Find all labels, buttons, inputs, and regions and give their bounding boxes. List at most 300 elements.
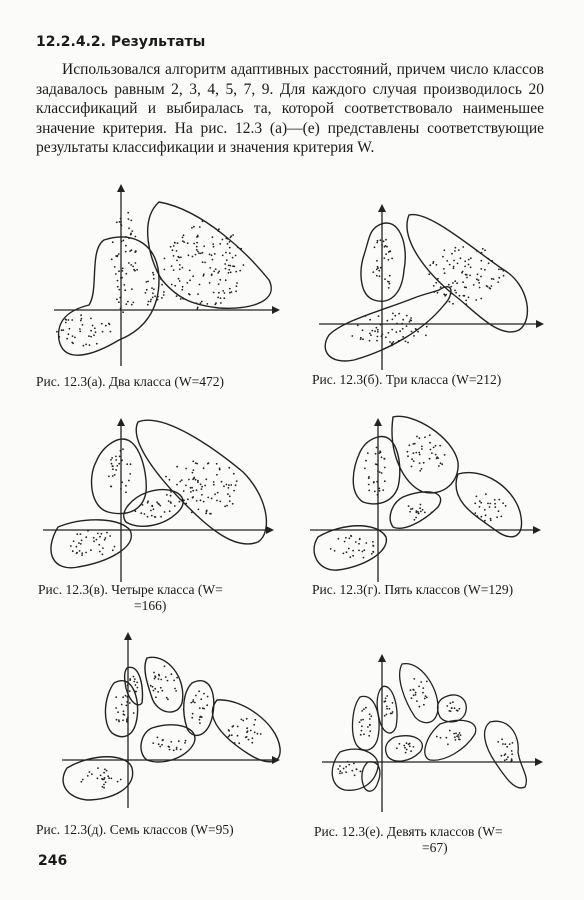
scatter-point (379, 450, 381, 452)
scatter-point (458, 736, 460, 738)
scatter-point (107, 775, 109, 777)
scatter-point (474, 512, 476, 514)
scatter-point (485, 493, 487, 495)
scatter-point (115, 459, 117, 461)
scatter-point (171, 265, 173, 267)
scatter-point (443, 268, 445, 270)
scatter-point (505, 505, 507, 507)
scatter-point (123, 240, 125, 242)
scatter-point (432, 262, 434, 264)
scatter-point (146, 281, 148, 283)
scatter-point (454, 280, 456, 282)
scatter-point (92, 325, 94, 327)
scatter-point (506, 759, 508, 761)
scatter-point (203, 245, 205, 247)
scatter-point (389, 250, 391, 252)
scatter-point (247, 730, 249, 732)
scatter-point (383, 701, 385, 703)
scatter-point (201, 488, 203, 490)
scatter-plot-b (314, 200, 554, 370)
scatter-point (230, 484, 232, 486)
scatter-point (122, 696, 124, 698)
scatter-point (65, 318, 67, 320)
scatter-point (362, 329, 364, 331)
scatter-point (180, 749, 182, 751)
scatter-point (119, 456, 121, 458)
scatter-point (96, 539, 98, 541)
scatter-point (190, 491, 192, 493)
scatter-point (413, 694, 415, 696)
scatter-dots (56, 212, 244, 347)
scatter-point (126, 696, 128, 698)
scatter-point (206, 511, 208, 513)
scatter-point (444, 295, 446, 297)
scatter-point (351, 770, 353, 772)
scatter-point (196, 242, 198, 244)
scatter-point (494, 506, 496, 508)
scatter-point (81, 540, 83, 542)
scatter-point (379, 471, 381, 473)
scatter-point (489, 503, 491, 505)
scatter-point (372, 271, 374, 273)
scatter-point (187, 498, 189, 500)
scatter-point (207, 497, 209, 499)
scatter-point (224, 505, 226, 507)
scatter-point (192, 699, 194, 701)
scatter-point (487, 503, 489, 505)
scatter-point (233, 473, 235, 475)
scatter-point (415, 517, 417, 519)
scatter-point (90, 549, 92, 551)
scatter-point (90, 318, 92, 320)
scatter-point (480, 268, 482, 270)
body-paragraph (36, 60, 544, 158)
scatter-point (170, 246, 172, 248)
scatter-point (129, 679, 131, 681)
scatter-point (197, 308, 199, 310)
scatter-point (421, 446, 423, 448)
section-heading: 12.2.4.2. Результаты (36, 34, 206, 50)
scatter-point (101, 323, 103, 325)
scatter-point (377, 240, 379, 242)
scatter-point (339, 765, 341, 767)
scatter-point (125, 273, 127, 275)
figure-f (314, 652, 550, 855)
scatter-point (381, 335, 383, 337)
scatter-point (360, 337, 362, 339)
scatter-point (202, 261, 204, 263)
scatter-point (211, 273, 213, 275)
scatter-point (112, 241, 114, 243)
scatter-point (147, 502, 149, 504)
scatter-point (130, 220, 132, 222)
scatter-point (222, 255, 224, 257)
scatter-point (207, 696, 209, 698)
scatter-point (128, 237, 130, 239)
scatter-point (413, 452, 415, 454)
scatter-point (370, 715, 372, 717)
scatter-point (411, 331, 413, 333)
scatter-point (125, 695, 127, 697)
scatter-point (415, 692, 417, 694)
scatter-point (199, 226, 201, 228)
scatter-point (485, 514, 487, 516)
scatter-plot-c (38, 412, 278, 582)
scatter-point (125, 303, 127, 305)
scatter-point (82, 324, 84, 326)
scatter-point (476, 250, 478, 252)
scatter-point (147, 516, 149, 518)
scatter-point (479, 506, 481, 508)
scatter-point (223, 485, 225, 487)
scatter-point (493, 278, 495, 280)
scatter-point (459, 295, 461, 297)
scatter-point (384, 480, 386, 482)
scatter-point (81, 554, 83, 556)
scatter-point (102, 331, 104, 333)
scatter-point (365, 542, 367, 544)
scatter-point (406, 325, 408, 327)
scatter-point (413, 335, 415, 337)
scatter-point (176, 747, 178, 749)
scatter-point (257, 733, 259, 735)
paragraph-text: Использовался алгоритм адаптивных расстояний, причем число классов задавалось равным 2, 3, 4, 5, 7, 9. Для каждого случая производилось 20 классификаций и выбиралась та, которой соответствовало наименьшее значение критерия. На рис. 12.3 (а)—(е) представлены соответствующие результаты классификации и значения критерия W. (36, 61, 544, 156)
scatter-point (125, 491, 127, 493)
scatter-point (203, 501, 205, 503)
scatter-point (425, 335, 427, 337)
scatter-point (419, 462, 421, 464)
scatter-point (106, 532, 108, 534)
scatter-point (229, 241, 231, 243)
scatter-point (230, 237, 232, 239)
scatter-point (217, 272, 219, 274)
scatter-point (361, 710, 363, 712)
scatter-point (117, 711, 119, 713)
scatter-point (228, 467, 230, 469)
scatter-point (512, 742, 514, 744)
scatter-point (229, 265, 231, 267)
scatter-point (111, 463, 113, 465)
scatter-point (174, 505, 176, 507)
scatter-point (127, 212, 129, 214)
scatter-point (396, 747, 398, 749)
scatter-point (462, 246, 464, 248)
scatter-point (179, 481, 181, 483)
scatter-point (500, 269, 502, 271)
scatter-point (403, 745, 405, 747)
scatter-point (368, 490, 370, 492)
scatter-point (484, 509, 486, 511)
scatter-point (234, 742, 236, 744)
scatter-point (416, 700, 418, 702)
scatter-point (440, 737, 442, 739)
scatter-point (178, 278, 180, 280)
scatter-point (341, 772, 343, 774)
scatter-point (376, 269, 378, 271)
scatter-point (409, 511, 411, 513)
scatter-point (72, 335, 74, 337)
scatter-point (410, 317, 412, 319)
scatter-point (112, 468, 114, 470)
scatter-point (419, 454, 421, 456)
scatter-point (411, 466, 413, 468)
scatter-point (188, 254, 190, 256)
scatter-point (246, 718, 248, 720)
scatter-point (334, 550, 336, 552)
scatter-point (171, 284, 173, 286)
scatter-point (76, 552, 78, 554)
scatter-point (120, 450, 122, 452)
scatter-point (199, 722, 201, 724)
scatter-point (367, 726, 369, 728)
scatter-point (380, 239, 382, 241)
scatter-point (182, 286, 184, 288)
scatter-point (375, 453, 377, 455)
scatter-point (93, 540, 95, 542)
scatter-point (152, 297, 154, 299)
scatter-point (206, 303, 208, 305)
scatter-point (392, 319, 394, 321)
scatter-point (413, 460, 415, 462)
scatter-point (421, 468, 423, 470)
scatter-point (242, 720, 244, 722)
scatter-point (125, 485, 127, 487)
scatter-point (426, 326, 428, 328)
scatter-point (227, 493, 229, 495)
scatter-point (157, 737, 159, 739)
scatter-point (85, 344, 87, 346)
scatter-point (160, 687, 162, 689)
scatter-point (369, 319, 371, 321)
scatter-point (161, 690, 163, 692)
scatter-point (79, 328, 81, 330)
scatter-point (196, 463, 198, 465)
scatter-point (384, 246, 386, 248)
scatter-point (157, 296, 159, 298)
scatter-point (407, 455, 409, 457)
scatter-point (129, 473, 131, 475)
scatter-point (367, 452, 369, 454)
scatter-point (232, 726, 234, 728)
scatter-point (376, 340, 378, 342)
scatter-point (443, 293, 445, 295)
scatter-point (211, 498, 213, 500)
scatter-point (399, 743, 401, 745)
scatter-point (192, 472, 194, 474)
scatter-point (127, 716, 129, 718)
scatter-point (419, 437, 421, 439)
scatter-point (130, 463, 132, 465)
scatter-point (443, 249, 445, 251)
scatter-point (498, 499, 500, 501)
scatter-point (163, 294, 165, 296)
scatter-point (424, 512, 426, 514)
scatter-dots (351, 239, 504, 347)
scatter-point (428, 273, 430, 275)
scatter-point (386, 714, 388, 716)
scatter-point (358, 550, 360, 552)
scatter-point (213, 292, 215, 294)
scatter-point (182, 267, 184, 269)
scatter-point (83, 345, 85, 347)
scatter-point (436, 736, 438, 738)
scatter-point (507, 756, 509, 758)
scatter-point (359, 538, 361, 540)
scatter-point (192, 713, 194, 715)
scatter-point (198, 252, 200, 254)
scatter-point (438, 465, 440, 467)
scatter-point (204, 262, 206, 264)
scatter-point (153, 690, 155, 692)
scatter-point (173, 269, 175, 271)
scatter-point (382, 489, 384, 491)
scatter-point (228, 487, 230, 489)
scatter-point (229, 500, 231, 502)
scatter-point (345, 771, 347, 773)
scatter-point (386, 320, 388, 322)
scatter-point (423, 704, 425, 706)
scatter-point (231, 291, 233, 293)
scatter-point (476, 278, 478, 280)
scatter-point (386, 695, 388, 697)
scatter-point (167, 680, 169, 682)
scatter-point (164, 665, 166, 667)
scatter-point (236, 480, 238, 482)
scatter-point (468, 259, 470, 261)
scatter-point (360, 734, 362, 736)
scatter-point (157, 299, 159, 301)
scatter-point (418, 686, 420, 688)
scatter-point (380, 324, 382, 326)
scatter-point (386, 246, 388, 248)
scatter-point (409, 319, 411, 321)
scatter-point (415, 694, 417, 696)
scatter-point (131, 304, 133, 306)
scatter-point (402, 328, 404, 330)
scatter-point (70, 545, 72, 547)
scatter-point (118, 253, 120, 255)
scatter-point (192, 490, 194, 492)
scatter-point (372, 551, 374, 553)
scatter-point (203, 693, 205, 695)
scatter-point (251, 742, 253, 744)
scatter-point (230, 271, 232, 273)
scatter-point (412, 689, 414, 691)
scatter-point (429, 264, 431, 266)
scatter-point (179, 501, 181, 503)
scatter-point (477, 515, 479, 517)
scatter-point (218, 228, 220, 230)
scatter-point (235, 484, 237, 486)
scatter-point (193, 469, 195, 471)
scatter-point (415, 512, 417, 514)
scatter-point (473, 284, 475, 286)
scatter-point (377, 329, 379, 331)
scatter-point (181, 499, 183, 501)
scatter-point (116, 465, 118, 467)
scatter-point (152, 292, 154, 294)
scatter-point (377, 266, 379, 268)
scatter-point (388, 287, 390, 289)
caption-f-line2: =67) (422, 840, 448, 855)
scatter-point (183, 490, 185, 492)
scatter-point (120, 308, 122, 310)
scatter-point (451, 253, 453, 255)
scatter-point (132, 302, 134, 304)
scatter-point (402, 319, 404, 321)
scatter-point (357, 325, 359, 327)
scatter-point (388, 259, 390, 261)
scatter-point (450, 702, 452, 704)
scatter-point (484, 249, 486, 251)
scatter-point (165, 476, 167, 478)
scatter-point (170, 501, 172, 503)
scatter-point (411, 697, 413, 699)
scatter-point (110, 778, 112, 780)
scatter-point (153, 288, 155, 290)
scatter-point (191, 512, 193, 514)
scatter-point (111, 457, 113, 459)
scatter-point (188, 479, 190, 481)
scatter-point (151, 505, 153, 507)
scatter-point (167, 698, 169, 700)
scatter-point (118, 719, 120, 721)
scatter-point (89, 771, 91, 773)
scatter-point (134, 251, 136, 253)
scatter-point (197, 307, 199, 309)
scatter-point (111, 258, 113, 260)
scatter-point (343, 768, 345, 770)
scatter-point (464, 260, 466, 262)
scatter-point (160, 516, 162, 518)
scatter-point (85, 536, 87, 538)
scatter-point (465, 300, 467, 302)
scatter-point (117, 781, 119, 783)
scatter-point (125, 251, 127, 253)
scatter-point (164, 511, 166, 513)
scatter-point (146, 289, 148, 291)
scatter-point (199, 716, 201, 718)
scatter-point (384, 467, 386, 469)
scatter-point (381, 456, 383, 458)
scatter-point (219, 501, 221, 503)
scatter-point (197, 251, 199, 253)
scatter-point (460, 257, 462, 259)
scatter-point (174, 242, 176, 244)
scatter-point (156, 501, 158, 503)
scatter-point (458, 249, 460, 251)
scatter-point (195, 479, 197, 481)
scatter-point (401, 323, 403, 325)
scatter-point (408, 743, 410, 745)
scatter-point (346, 551, 348, 553)
scatter-point (120, 218, 122, 220)
scatter-point (68, 319, 70, 321)
scatter-point (355, 541, 357, 543)
scatter-point (407, 451, 409, 453)
scatter-point (497, 741, 499, 743)
scatter-point (193, 243, 195, 245)
scatter-point (108, 476, 110, 478)
scatter-point (377, 336, 379, 338)
scatter-point (494, 503, 496, 505)
scatter-point (203, 708, 205, 710)
scatter-point (362, 338, 364, 340)
scatter-point (128, 218, 130, 220)
scatter-point (369, 730, 371, 732)
scatter-point (396, 323, 398, 325)
scatter-point (337, 768, 339, 770)
